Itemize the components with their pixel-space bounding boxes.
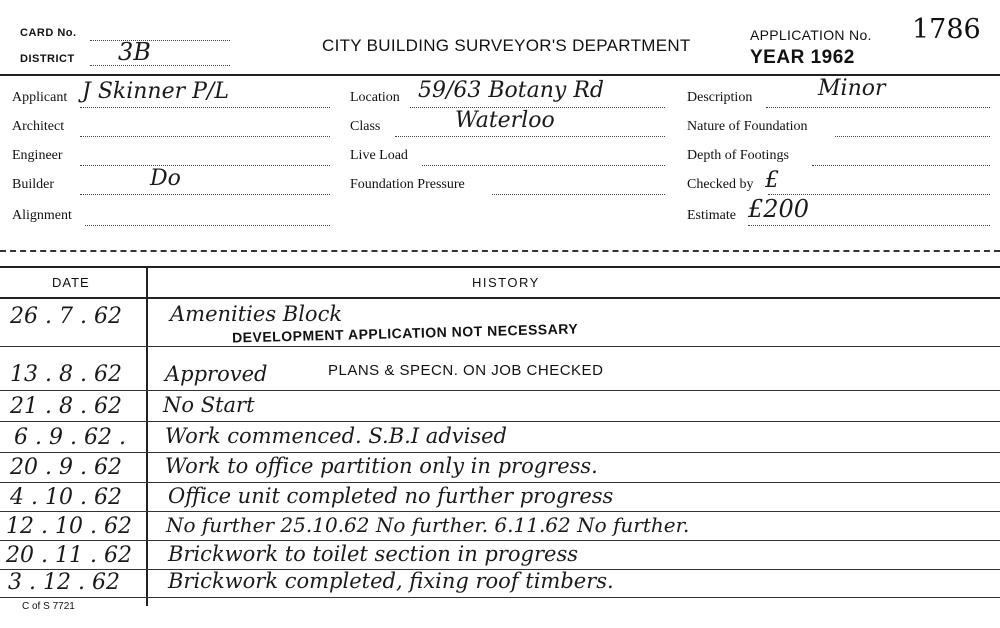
department-title: CITY BUILDING SURVEYOR'S DEPARTMENT: [322, 36, 691, 55]
estimate-value: £200: [748, 195, 810, 223]
location-value: 59/63 Botany Rd: [418, 78, 605, 103]
row-entry: Brickwork completed, fixing roof timbers.: [168, 569, 614, 593]
application-no-value: 1786: [912, 14, 981, 45]
class-value: Waterloo: [455, 108, 555, 133]
architect-line: [80, 136, 330, 137]
class-line: [395, 136, 665, 137]
row-divider: [0, 390, 1000, 391]
card-no-label: CARD No.: [20, 27, 77, 39]
foundation-pressure-label: Foundation Pressure: [350, 177, 465, 192]
alignment-label: Alignment: [12, 208, 72, 223]
row-date: 21 . 8 . 62: [10, 394, 122, 419]
checked-by-label: Checked by: [687, 177, 754, 192]
description-value: Minor: [818, 76, 886, 101]
architect-label: Architect: [12, 119, 65, 134]
row-entry: Work to office partition only in progress.: [165, 454, 598, 478]
row-date: 26 . 7 . 62: [10, 304, 122, 329]
row-divider: [0, 482, 1000, 483]
builder-line: [80, 194, 330, 195]
row-divider: [0, 346, 1000, 347]
row-entry: Amenities Block: [170, 302, 343, 326]
district-dotted-line: [90, 65, 230, 66]
nature-of-foundation-label: Nature of Foundation: [687, 119, 808, 134]
foundation-pressure-line: [492, 194, 665, 195]
row-date: 20 . 9 . 62: [10, 455, 122, 480]
description-line: [766, 107, 990, 108]
development-stamp: DEVELOPMENT APPLICATION NOT NECESSARY: [231, 320, 579, 346]
description-label: Description: [687, 90, 753, 105]
live-load-label: Live Load: [350, 148, 408, 163]
plans-checked-stamp: PLANS & SPECN. ON JOB CHECKED: [328, 362, 604, 379]
row-entry: Brickwork to toilet section in progress: [168, 542, 579, 566]
history-column-header: HISTORY: [472, 275, 540, 290]
applicant-line: [80, 107, 330, 108]
fields-bottom-divider: [0, 250, 1000, 252]
row-date: 20 . 11 . 62: [6, 543, 132, 568]
applicant-label: Applicant: [12, 90, 68, 105]
depth-of-footings-label: Depth of Footings: [687, 148, 789, 163]
row-divider: [0, 540, 1000, 541]
table-top-border: [0, 266, 1000, 268]
row-entry: No Start: [163, 393, 255, 417]
row-entry: Approved: [165, 362, 268, 386]
applicant-value: J Skinner P/L: [82, 79, 229, 104]
checked-by-value: £: [765, 168, 779, 193]
table-header-bottom-border: [0, 297, 1000, 299]
alignment-line: [85, 225, 330, 226]
row-entry: Work commenced. S.B.I advised: [165, 424, 507, 448]
row-date: 6 . 9 . 62 .: [14, 425, 126, 450]
row-date: 13 . 8 . 62: [10, 362, 122, 387]
row-divider: [0, 421, 1000, 422]
estimate-line: [748, 225, 990, 226]
class-label: Class: [350, 119, 381, 134]
row-entry: No further 25.10.62 No further. 6.11.62 No further.: [166, 513, 690, 537]
row-divider: [0, 452, 1000, 453]
nature-of-foundation-line: [835, 136, 990, 137]
row-date: 12 . 10 . 62: [6, 514, 132, 539]
district-value: 3B: [118, 38, 151, 66]
year-label: YEAR 1962: [750, 47, 855, 68]
application-no-label: APPLICATION No.: [750, 27, 872, 43]
live-load-line: [422, 165, 665, 166]
engineer-line: [80, 165, 330, 166]
district-label: DISTRICT: [20, 53, 75, 65]
builder-label: Builder: [12, 177, 54, 192]
row-divider: [0, 511, 1000, 512]
location-label: Location: [350, 90, 400, 105]
row-date: 4 . 10 . 62: [10, 485, 122, 510]
date-column-divider: [146, 266, 148, 606]
row-divider: [0, 597, 1000, 598]
row-entry: Office unit completed no further progress: [168, 484, 614, 508]
date-column-header: DATE: [52, 275, 90, 290]
row-date: 3 . 12 . 62: [8, 570, 120, 595]
form-code: C of S 7721: [22, 601, 75, 612]
card-no-dotted-line: [90, 40, 230, 41]
estimate-label: Estimate: [687, 208, 736, 223]
builder-value: Do: [150, 166, 181, 191]
engineer-label: Engineer: [12, 148, 63, 163]
depth-of-footings-line: [812, 165, 990, 166]
